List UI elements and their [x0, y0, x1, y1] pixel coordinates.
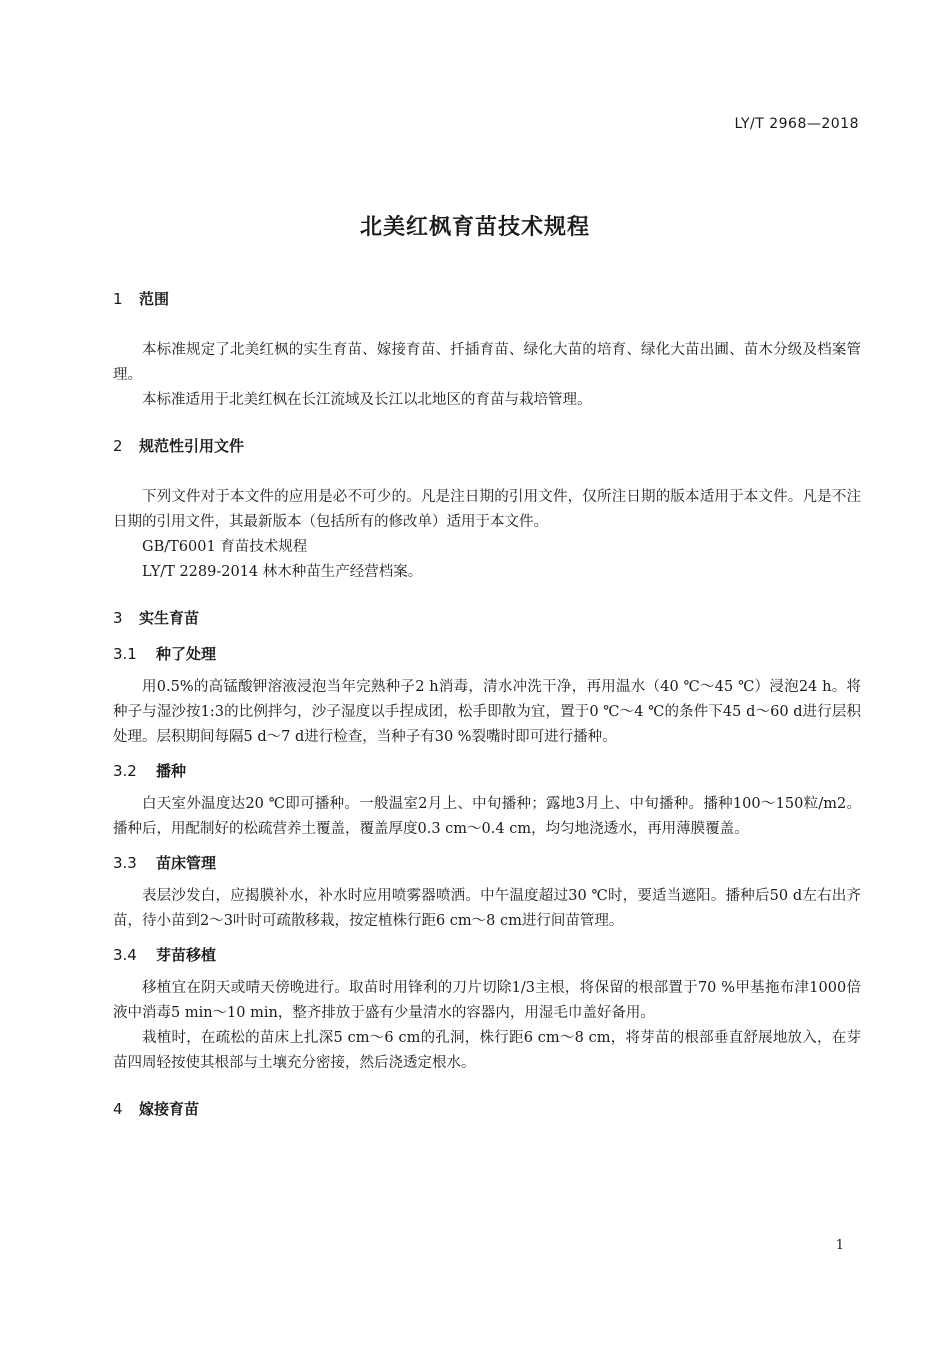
- section-number: 4: [113, 1100, 123, 1118]
- paragraph: 本标准适用于北美红枫在长江流域及长江以北地区的育苗与栽培管理。: [142, 392, 592, 408]
- subsection-number: 3.1: [113, 645, 137, 663]
- subsection-heading-3-1: [113, 643, 861, 665]
- section-title: 范围: [139, 290, 170, 308]
- subsection-title: 苗床管理: [156, 854, 217, 872]
- subsection-number: 3.4: [113, 946, 137, 964]
- subsection-heading-3-2: [113, 760, 861, 782]
- subsection-title: 芽苗移植: [156, 946, 217, 964]
- reference-item: LY/T 2289-2014 林木种苗生产经营档案。: [142, 564, 423, 580]
- document-title: 北美红枫育苗技术规程: [359, 215, 590, 240]
- section-number: 3: [113, 609, 123, 627]
- section-heading-1: [113, 288, 861, 310]
- subsection-heading-3-3: [113, 852, 861, 874]
- document-body: [113, 288, 861, 1120]
- paragraph: 移植宜在阴天或晴天傍晚进行。取苗时用锋利的刀片切除1/3主根，将保留的根部置于70 %甲基拖布津1000倍液中消毒5 min～10 min，整齐排放于盛有少量清水的容器内，用湿毛巾盖好备用。: [113, 980, 861, 1021]
- paragraph: 用0.5%的高锰酸钾溶液浸泡当年完熟种子2 h消毒，清水冲洗干净，再用温水（40 ℃～45 ℃）浸泡24 h。将种子与湿沙按1:3的比例拌匀，沙子湿度以手捏成团，松手即散为宜，置于0 ℃～4 ℃的条件下45 d～60 d进行层积处理。层积期间每隔5 d～7 d进行检查，当种子有30 %裂嘴时即可进行播种。: [113, 679, 861, 745]
- standard-code: LY/T 2968—2018: [734, 116, 859, 132]
- section-title: 规范性引用文件: [139, 437, 245, 455]
- section-title: 嫁接育苗: [139, 1100, 200, 1118]
- section-title: 实生育苗: [139, 609, 200, 627]
- paragraph: 本标准规定了北美红枫的实生育苗、嫁接育苗、扦插育苗、绿化大苗的培育、绿化大苗出圃、苗木分级及档案管理。: [113, 342, 861, 383]
- subsection-number: 3.2: [113, 762, 137, 780]
- section-number: 2: [113, 437, 123, 455]
- page-number: 1: [835, 1238, 844, 1253]
- subsection-title: 播种: [156, 762, 187, 780]
- section-heading-4: [113, 1098, 861, 1120]
- subsection-heading-3-4: [113, 944, 861, 966]
- reference-item: GB/T6001 育苗技术规程: [142, 539, 308, 555]
- subsection-number: 3.3: [113, 854, 137, 872]
- paragraph: 栽植时，在疏松的苗床上扎深5 cm～6 cm的孔洞，株行距6 cm～8 cm，将芽苗的根部垂直舒展地放入，在芽苗四周轻按使其根部与土壤充分密接，然后浇透定根水。: [113, 1030, 861, 1071]
- section-heading-2: [113, 435, 861, 457]
- subsection-title: 种了处理: [156, 645, 217, 663]
- section-heading-3: [113, 607, 861, 629]
- paragraph: 下列文件对于本文件的应用是必不可少的。凡是注日期的引用文件，仅所注日期的版本适用于本文件。凡是不注日期的引用文件，其最新版本（包括所有的修改单）适用于本文件。: [113, 489, 861, 530]
- paragraph: 白天室外温度达20 ℃即可播种。一般温室2月上、中旬播种；露地3月上、中旬播种。播种100～150粒/m2。播种后，用配制好的松疏营养土覆盖，覆盖厚度0.3 cm～0.4 cm，均匀地浇透水，再用薄膜覆盖。: [113, 796, 861, 837]
- section-number: 1: [113, 290, 123, 308]
- paragraph: 表层沙发白，应揭膜补水，补水时应用喷雾器喷洒。中午温度超过30 ℃时，要适当遮阳。播种后50 d左右出齐苗，待小苗到2～3叶时可疏散移栽，按定植株行距6 cm～8 cm进行间苗管理。: [113, 888, 861, 929]
